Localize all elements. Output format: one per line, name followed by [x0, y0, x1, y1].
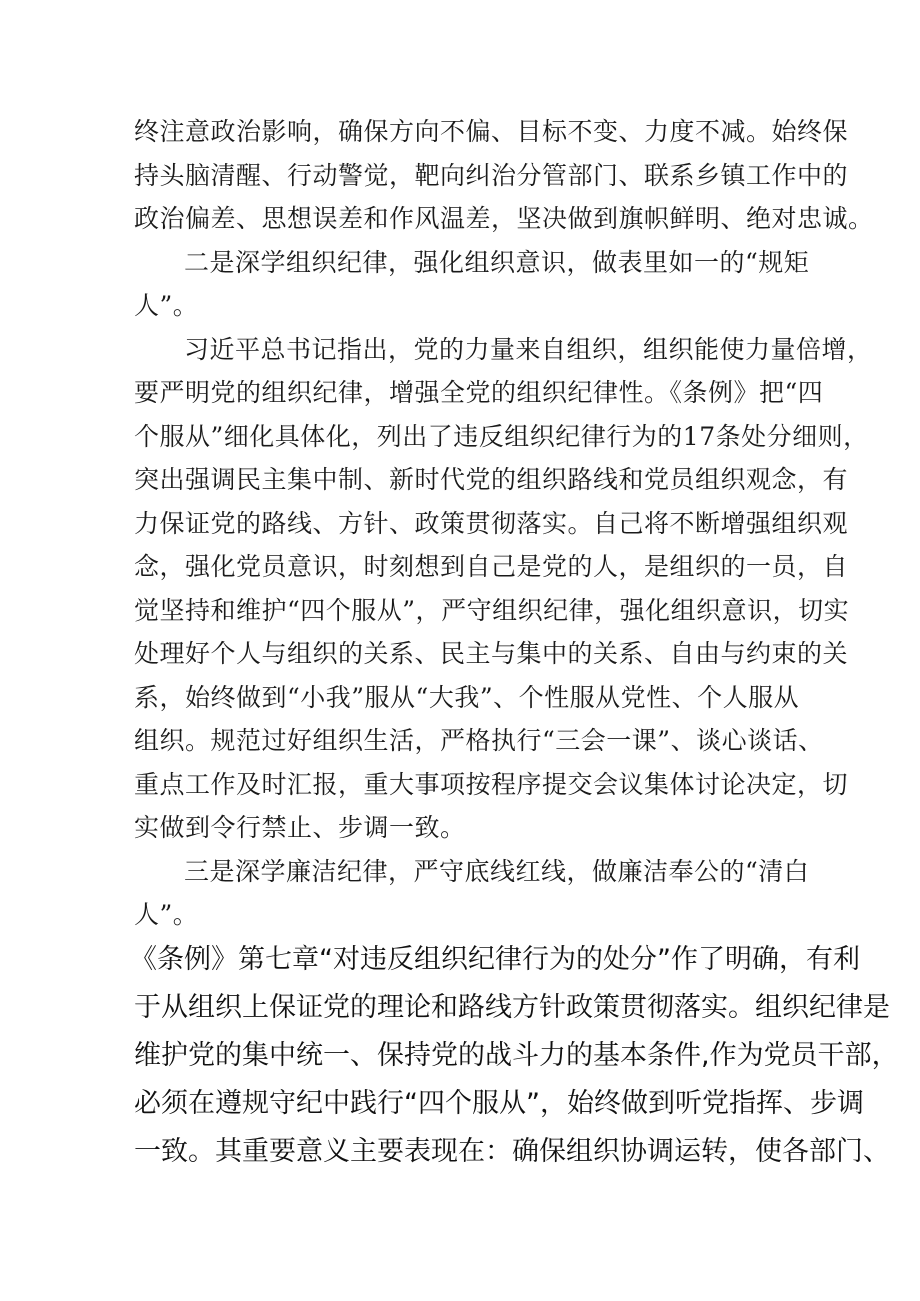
text-line: 维护党的集中统一、保持党的战斗力的基本条件,作为党员干部，	[134, 1040, 899, 1071]
text-line: 力保证党的路线、方针、政策贯彻落实。自己将不断增强组织观	[134, 509, 849, 538]
text-line: 政治偏差、思想误差和作风温差，坚决做到旗帜鲜明、绝对忠诚。	[134, 204, 874, 233]
text-line: 人”。	[134, 900, 199, 929]
text-line: 个服从”细化具体化，列出了违反组织纪律行为的17条处分细则，	[134, 422, 869, 451]
text-line: 人”。	[134, 291, 199, 320]
text-line: 觉坚持和维护“四个服从”，严守组织纪律，强化组织意识，切实	[134, 596, 850, 625]
text-line: 处理好个人与组织的关系、民主与集中的关系、自由与约束的关	[134, 639, 849, 668]
text-line: 于从组织上保证党的理论和路线方针政策贯彻落实。组织纪律是	[134, 992, 890, 1023]
text-line: 要严明党的组织纪律，增强全党的组织纪律性。《条例》把“四	[134, 378, 824, 407]
text-line: 《条例》第七章“对违反组织纪律行为的处分”作了明确，有利	[130, 944, 860, 975]
text-line: 重点工作及时汇报，重大事项按程序提交会议集体讨论决定，切	[134, 770, 849, 799]
text-line: 终注意政治影响，确保方向不偏、目标不变、力度不减。始终保	[134, 117, 849, 146]
text-line: 突出强调民主集中制、新时代党的组织路线和党员组织观念，有	[134, 465, 849, 494]
text-line: 必须在遵规守纪中践行“四个服从”，始终做到听党指挥、步调	[134, 1088, 864, 1119]
text-line: 持头脑清醒、行动警觉，靶向纠治分管部门、联系乡镇工作中的	[134, 161, 849, 190]
text-line: 一致。其重要意义主要表现在：确保组织协调运转，使各部门、	[134, 1136, 890, 1167]
text-line: 系，始终做到“小我”服从“大我”、个性服从党性、个人服从	[134, 683, 800, 712]
text-line: 念，强化党员意识，时刻想到自己是党的人，是组织的一员，自	[134, 552, 849, 581]
text-line: 习近平总书记指出，党的力量来自组织，组织能使力量倍增，	[184, 335, 873, 364]
section-heading-3: 三是深学廉洁纪律，严守底线红线，做廉洁奉公的“清白	[184, 857, 810, 886]
text-line: 实做到令行禁止、步调一致。	[134, 813, 466, 842]
text-line: 组织。规范过好组织生活，严格执行“三会一课”、谈心谈话、	[134, 726, 824, 755]
section-heading-2: 二是深学组织纪律，强化组织意识，做表里如一的“规矩	[184, 248, 810, 277]
